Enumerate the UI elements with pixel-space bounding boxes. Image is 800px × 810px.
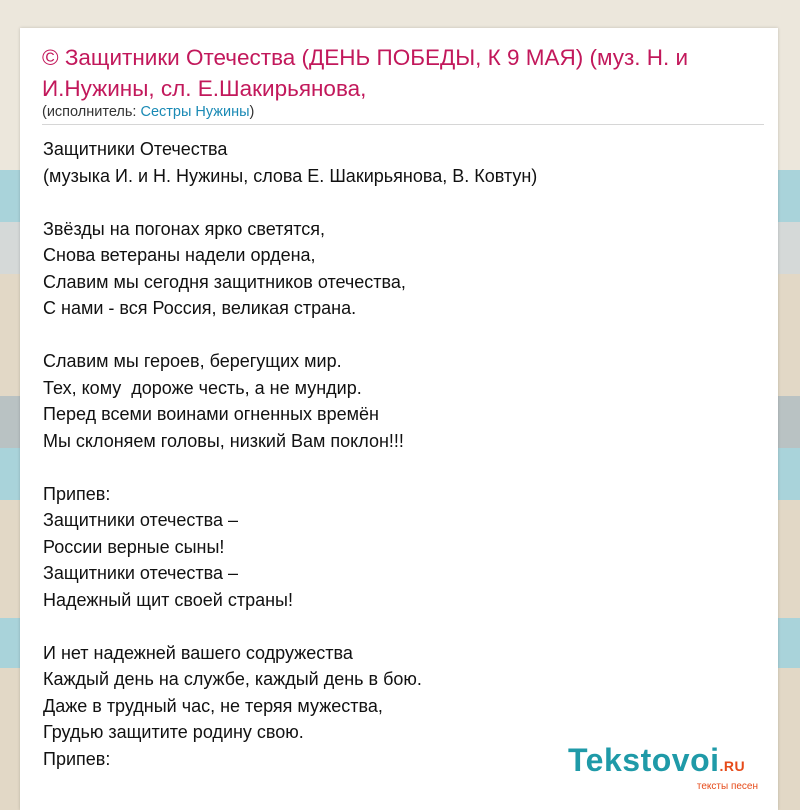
lyrics-line: Мы склоняем головы, низкий Вам поклон!!!	[43, 430, 404, 451]
performer-line	[42, 104, 254, 120]
lyrics-line	[43, 613, 763, 640]
lyrics-line: Надежный щит своей страны!	[43, 589, 293, 610]
lyrics-card	[20, 28, 778, 810]
lyrics-line: Припев:	[43, 748, 111, 769]
logo-wordmark	[568, 743, 768, 783]
lyrics-line	[43, 454, 763, 481]
logo-main-text: Tekstovoi	[568, 742, 720, 778]
lyrics-line: Защитники отечества –	[43, 510, 239, 530]
performer-link[interactable]: Сестры Нужины	[140, 104, 250, 120]
lyrics-line: Звёзды на погонах ярко светятся,	[43, 218, 325, 239]
lyrics-line: Перед всеми воинами огненных времён	[43, 404, 379, 424]
lyrics-line: Тех, кому дороже честь, а не мундир.	[43, 377, 362, 398]
lyrics-line	[43, 189, 763, 216]
lyrics-line: Припев:	[43, 483, 111, 504]
lyrics-line: Защитники отечества –	[43, 563, 239, 583]
lyrics-line: России верные сыны!	[43, 536, 225, 557]
lyrics-text	[43, 136, 763, 772]
song-title: © Защитники Отечества (ДЕНЬ ПОБЕДЫ, К 9 МАЯ) (муз. Н. и И.Нужины, сл. Е.Шакирьянова,	[42, 45, 689, 101]
lyrics-line: Даже в трудный час, не теряя мужества,	[43, 695, 383, 716]
lyrics-line: Славим мы героев, берегущих мир.	[43, 351, 342, 371]
lyrics-line: И нет надежней вашего содружества	[43, 642, 353, 663]
lyrics-line: Защитники Отечества	[43, 139, 228, 159]
lyrics-line	[43, 322, 763, 349]
performer-prefix: (исполнитель:	[42, 104, 141, 120]
logo-subtitle: тексты песен	[696, 781, 758, 792]
lyrics-line: (музыка И. и Н. Нужины, слова Е. Шакирьянова, В. Ковтун)	[43, 165, 538, 186]
lyrics-line: Славим мы сегодня защитников отечества,	[43, 271, 406, 292]
logo-suffix: .RU	[719, 758, 746, 774]
site-logo[interactable]	[568, 743, 768, 792]
lyrics-line: Каждый день на службе, каждый день в бою.	[43, 669, 422, 689]
lyrics-line: С нами - вся Россия, великая страна.	[43, 298, 357, 318]
header-divider	[42, 124, 764, 125]
performer-suffix: )	[249, 104, 255, 120]
lyrics-line: Снова ветераны надели ордена,	[43, 245, 316, 265]
lyrics-line: Грудью защитите родину свою.	[43, 722, 304, 742]
